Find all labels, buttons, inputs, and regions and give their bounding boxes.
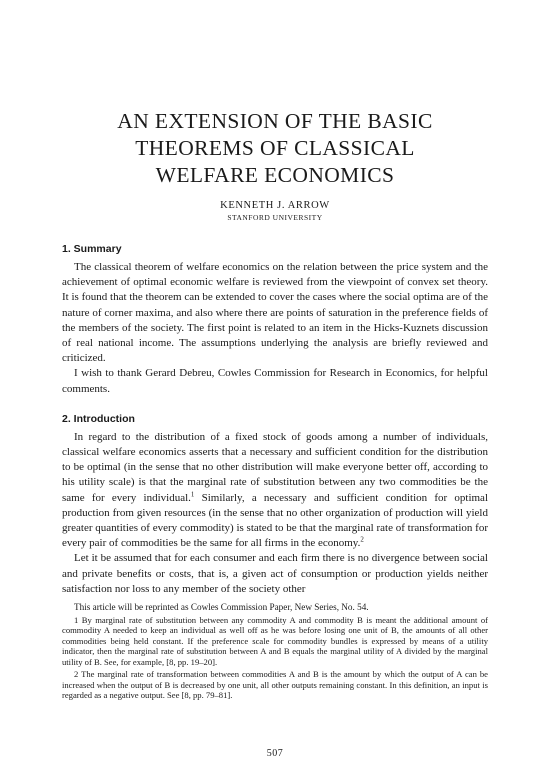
title-line-3: WELFARE ECONOMICS [155, 163, 395, 187]
footnote-2: 2 The marginal rate of transformation between commodities A and B is the amount by which the output of A can be increased when the output of B is decreased by one unit, all other outputs remaining constant. In this definition, an input is regarded as a negative output. See [8, pp. 79–81]. [62, 669, 488, 700]
article-title [62, 108, 488, 189]
title-line-1: AN EXTENSION OF THE BASIC [117, 109, 433, 133]
introduction-paragraph-2: Let it be assumed that for each consumer and each firm there is no divergence between social and private benefits or costs, that is, a given act of consumption or production yields neither satisfaction nor loss to any member of the society other [62, 552, 488, 595]
acknowledgement-paragraph: I wish to thank Gerard Debreu, Cowles Commission for Research in Economics, for helpful comments. [62, 367, 488, 395]
intro-text-a: In regard to the distribution of a fixed stock of goods among a number of individuals, classical welfare economics asserts that a necessary and sufficient condition for the distribution to be optimal (in the sense that no other distribution will make everyone better off, according to his utility scale) is that the marginal rate of substitution between any two commodities be the same for every individual. [62, 430, 488, 504]
footnote-marker-2: 2 [360, 535, 364, 544]
introduction-heading: 2. Introduction [62, 412, 135, 425]
article-page [62, 108, 488, 702]
summary-paragraph-1: The classical theorem of welfare economics on the relation between the price system and the achievement of optimal economic welfare is reviewed from the viewpoint of convex set theory. It is found that the theorem can be extended to cover the cases where the social optima are of the nature of corner maxima, and also where there are points of saturation in the preference fields of the members of the society. The first point is related to an item in the Hicks-Kuznets discussion of real national income. The assumptions underlying the analysis are briefly reviewed and criticized. [62, 261, 488, 365]
footnotes [62, 601, 488, 700]
intro-text-b: Similarly, a necessary and sufficient condition for optimal production from given resources (in the sense that no other organization of production will yield greater quantities of every commodity) is stated to be that the marginal rate of transformation for every pair of commodities be the same for all firms in the economy. [62, 491, 488, 550]
summary-heading: 1. Summary [62, 243, 122, 255]
page-number: 507 [266, 748, 284, 759]
footnote-1: 1 By marginal rate of substitution between any commodity A and commodity B is meant the additional amount of commodity A needed to keep an individual as well off as he was before losing one unit of B, the amounts of all other commodities being held constant. If the preference scale for commodity bundles is expressed by means of a utility indicator, then the marginal rate of substitution between A and B equals the marginal utility of A divided by the marginal utility of B. See, for example, [8, pp. 19–20]. [62, 615, 488, 667]
author-name: KENNETH J. ARROW [220, 200, 330, 211]
title-line-2: THEOREMS OF CLASSICAL [135, 136, 415, 160]
reprint-note: This article will be reprinted as Cowles Commission Paper, New Series, No. 54. [74, 602, 369, 613]
footnote-marker-1: 1 [190, 489, 195, 498]
author-affiliation: STANFORD UNIVERSITY [227, 213, 323, 222]
introduction-paragraph-1 [62, 430, 488, 552]
